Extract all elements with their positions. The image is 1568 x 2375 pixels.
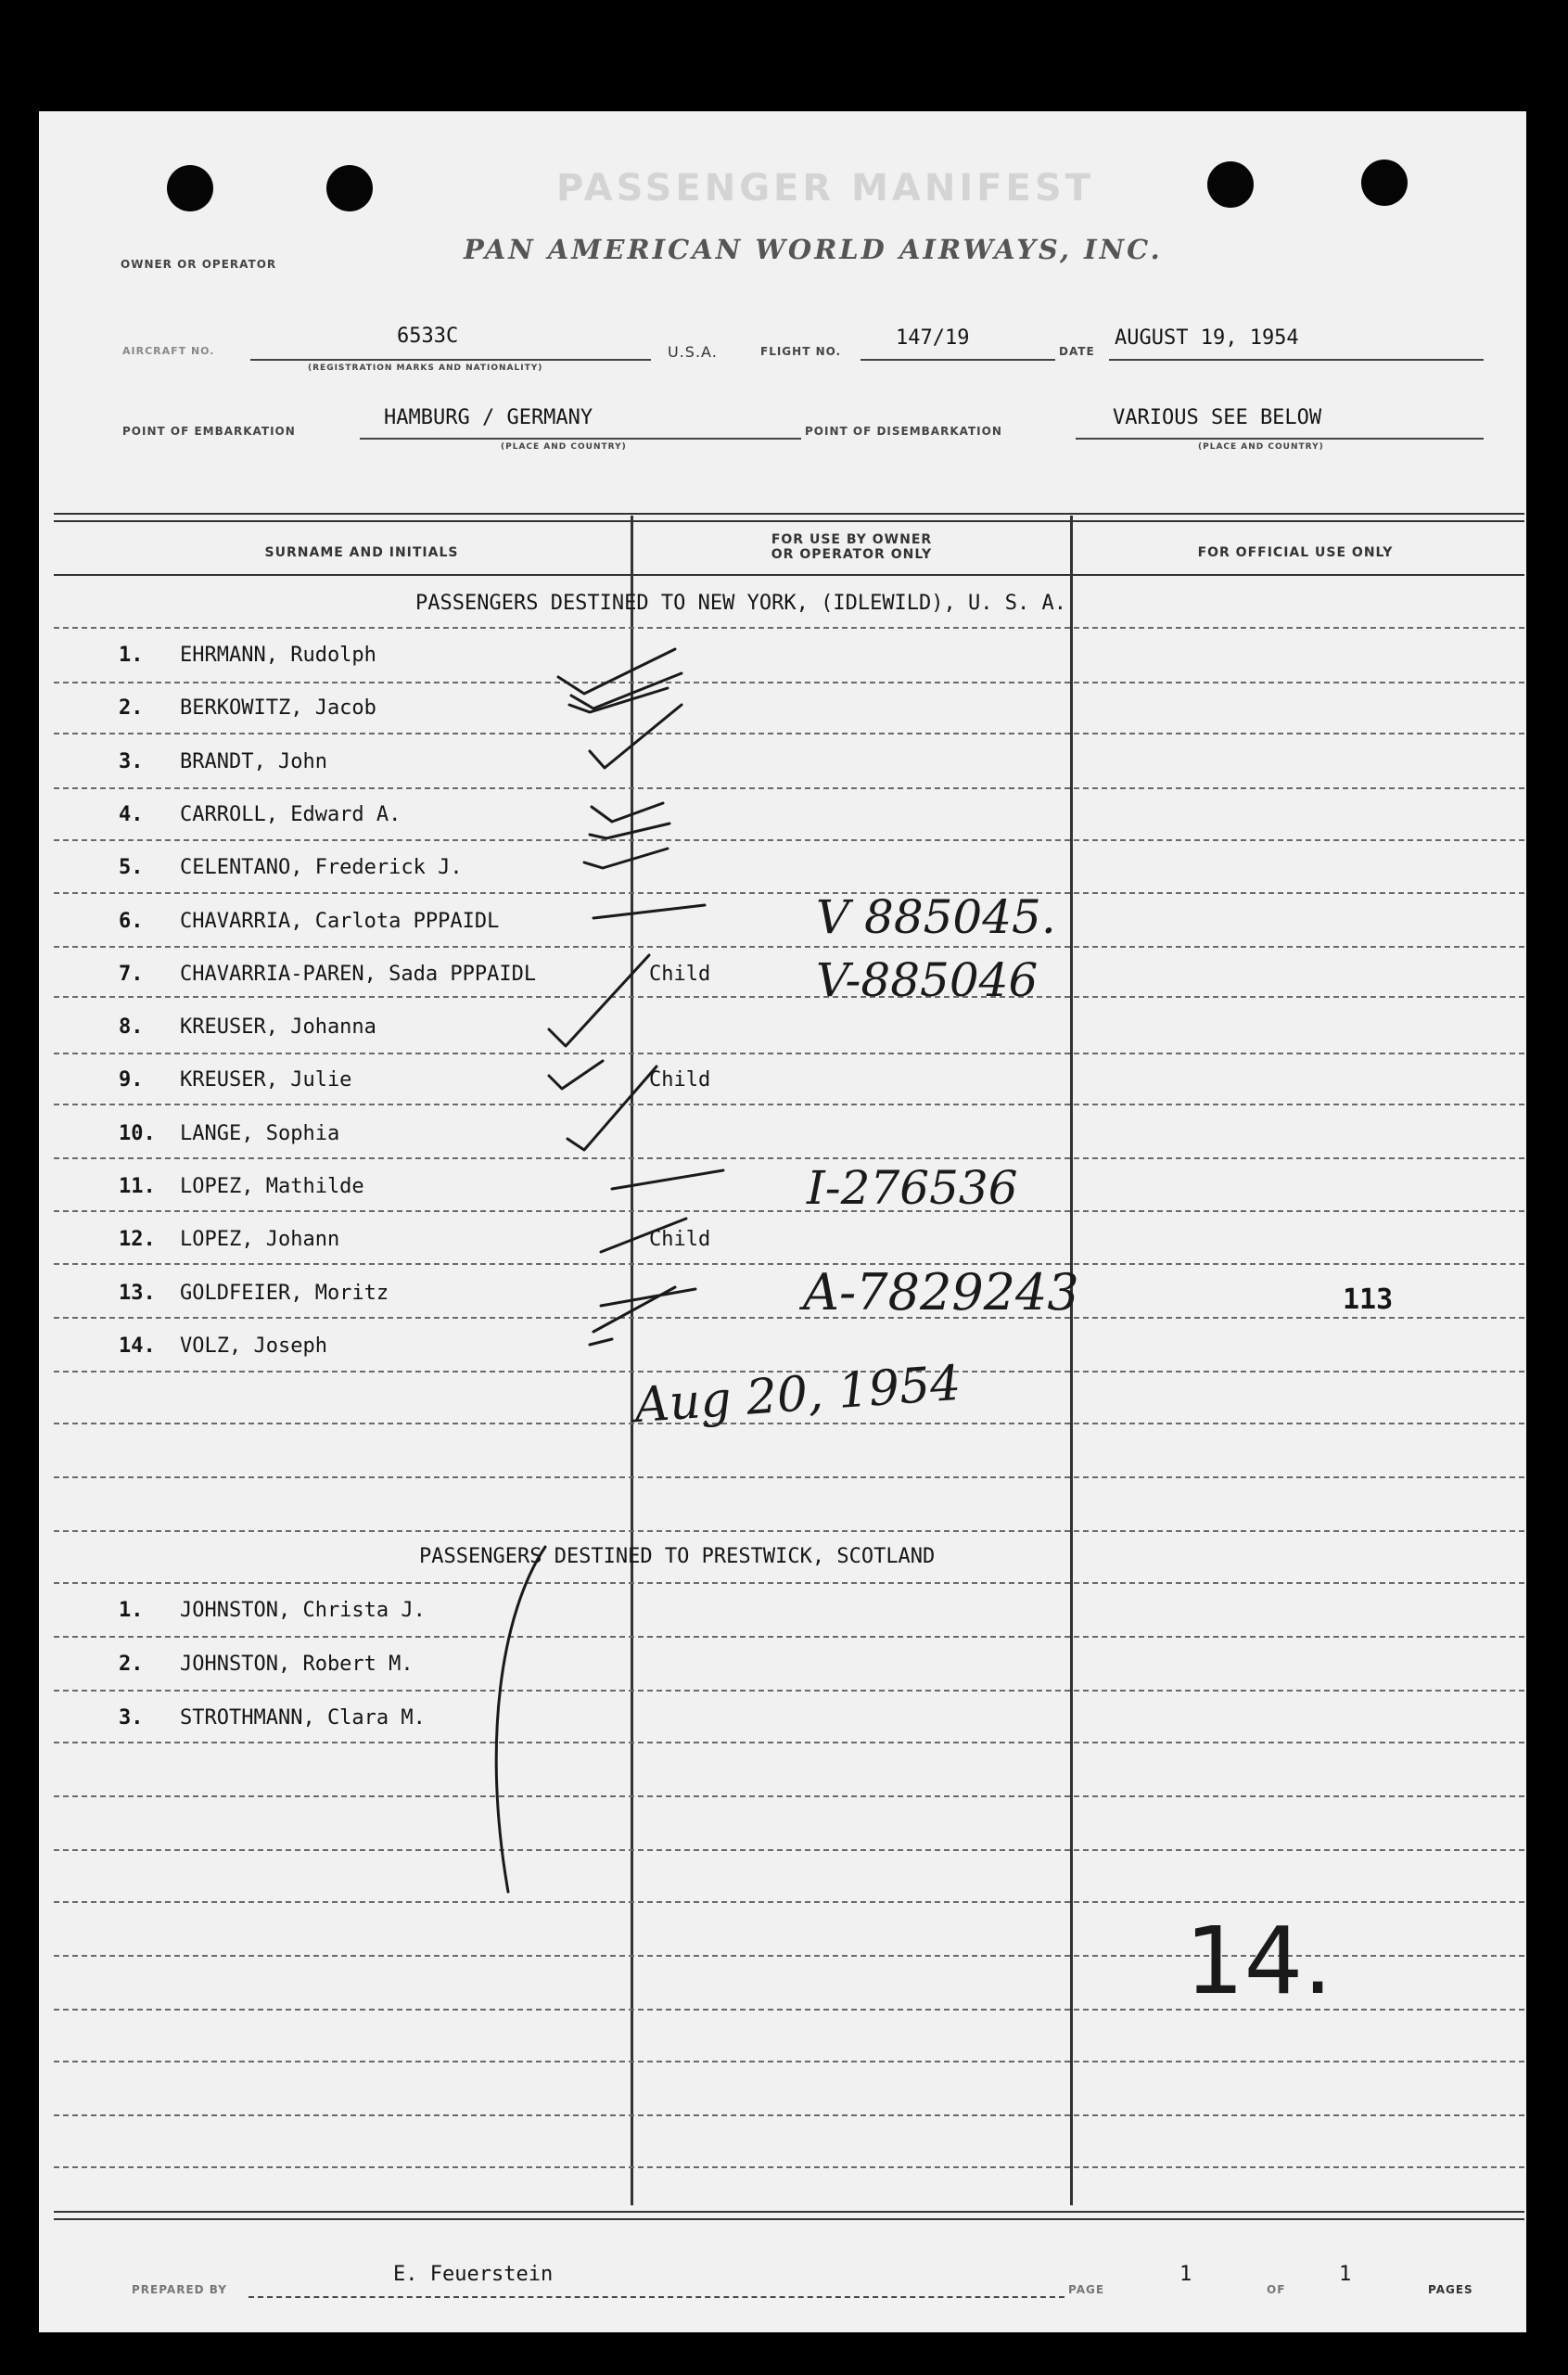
checkmark-icon [601,1219,686,1252]
passenger-number: 11. [119,1175,156,1198]
embarkation-label: POINT OF EMBARKATION [122,425,296,438]
passenger-name: JOHNSTON, Christa J. [180,1599,426,1622]
passenger-name: KREUSER, Johanna [180,1015,376,1040]
passenger-name: CELENTANO, Frederick J. [180,856,463,880]
registration-caption: (REGISTRATION MARKS AND NATIONALITY) [308,364,543,373]
passenger-number: 3. [119,1706,144,1730]
passenger-number: 14. [119,1334,156,1358]
passenger-number: 12. [119,1228,156,1252]
handwritten-date: Aug 20, 1954 [632,1355,963,1435]
embarkation-caption: (PLACE AND COUNTRY) [501,442,627,452]
disembarkation-value: VARIOUS SEE BELOW [1113,406,1322,429]
of-value: 1 [1339,2263,1352,2286]
prepared-by-underline [249,2296,1064,2298]
faded-form-title: PASSENGER MANIFEST [556,167,1094,210]
official-code-row13: 113 [1343,1283,1394,1316]
column-header-owner-use-2: OR OPERATOR ONLY [771,547,933,562]
checkmark-icon [590,824,669,838]
passenger-name: KREUSER, Julie [180,1068,352,1092]
column-header-official-use: FOR OFFICIAL USE ONLY [1197,545,1394,560]
passenger-name: LOPEZ, Mathilde [180,1175,364,1198]
passenger-number: 7. [119,962,144,986]
checkmark-icon [590,1339,612,1345]
passenger-name: BERKOWITZ, Jacob [180,696,376,721]
page-value: 1 [1179,2263,1192,2286]
registration-value: 6533C [397,325,459,348]
passenger-name: CARROLL, Edward A. [180,802,402,826]
flight-value: 147/19 [896,326,970,350]
passenger-note: Child [649,1068,711,1092]
bracket-mark [496,1547,545,1892]
checkmark-icon [593,1287,675,1332]
passenger-number: 13. [119,1281,156,1305]
passenger-number: 2. [119,696,144,721]
disembarkation-caption: (PLACE AND COUNTRY) [1198,442,1324,452]
passenger-name: GOLDFEIER, Moritz [180,1281,389,1305]
owner-operator-label: OWNER OR OPERATOR [121,258,277,271]
handwritten-visa-row6: V 885045. [816,890,1056,944]
column-header-owner-use-1: FOR USE BY OWNER [771,532,933,547]
checkmark-icon [590,705,682,768]
passenger-note: Child [649,962,711,986]
handwritten-alien-row13: A-7829243 [803,1263,1079,1322]
date-value: AUGUST 19, 1954 [1115,326,1299,350]
of-label: OF [1267,2283,1286,2296]
passenger-number: 5. [119,856,144,880]
section-heading-prestwick: PASSENGERS DESTINED TO PRESTWICK, SCOTLAND [419,1545,936,1568]
disembarkation-label: POINT OF DISEMBARKATION [805,425,1002,438]
airline-name: PAN AMERICAN WORLD AIRWAYS, INC. [464,234,1163,265]
passenger-number: 9. [119,1068,144,1092]
handwritten-count: 14. [1185,1907,1333,2015]
checkmark-icon [558,649,675,694]
passenger-name: CHAVARRIA, Carlota PPPAIDL [180,909,500,933]
column-header-surname: SURNAME AND INITIALS [264,545,459,560]
checkmark-icon [612,1170,723,1189]
embarkation-value: HAMBURG / GERMANY [384,406,593,429]
nationality: U.S.A. [668,343,718,361]
passenger-number: 1. [119,1599,144,1622]
passenger-note: Child [649,1228,711,1252]
checkmark-icon [593,905,705,918]
passenger-name: VOLZ, Joseph [180,1334,327,1358]
checkmark-icon [567,1066,657,1150]
passenger-number: 1. [119,644,144,667]
passenger-number: 6. [119,909,144,933]
pages-label: PAGES [1428,2283,1473,2296]
checkmark-icon [549,1061,603,1089]
flight-label: FLIGHT NO. [760,345,842,358]
checkmark-icon [569,688,668,712]
passenger-name: LOPEZ, Johann [180,1228,340,1252]
passenger-name: JOHNSTON, Robert M. [180,1653,414,1676]
date-label: DATE [1059,345,1095,358]
passenger-number: 2. [119,1653,144,1676]
section-heading-new-york: PASSENGERS DESTINED TO NEW YORK, (IDLEWILD), U. S. A. [415,592,1066,615]
passenger-number: 10. [119,1121,156,1145]
passenger-name: STROTHMANN, Clara M. [180,1706,426,1730]
checkmark-icon [584,849,668,868]
passenger-name: CHAVARRIA-PAREN, Sada PPPAIDL [180,962,537,986]
prepared-by-label: PREPARED BY [132,2283,227,2296]
passenger-name: EHRMANN, Rudolph [180,644,376,667]
checkmark-icon [592,803,663,822]
passenger-number: 8. [119,1015,144,1040]
prepared-by-value: E. Feuerstein [393,2263,554,2286]
handwritten-visa-row7: V-885046 [816,953,1039,1007]
passenger-name: LANGE, Sophia [180,1121,340,1145]
page-label: PAGE [1068,2283,1105,2296]
checkmark-icon [549,955,649,1046]
passenger-number: 3. [119,749,144,773]
passenger-name: BRANDT, John [180,749,327,773]
handwritten-visa-row11: I-276536 [807,1161,1018,1215]
passenger-number: 4. [119,802,144,826]
aircraft-label: AIRCRAFT NO. [122,345,215,357]
